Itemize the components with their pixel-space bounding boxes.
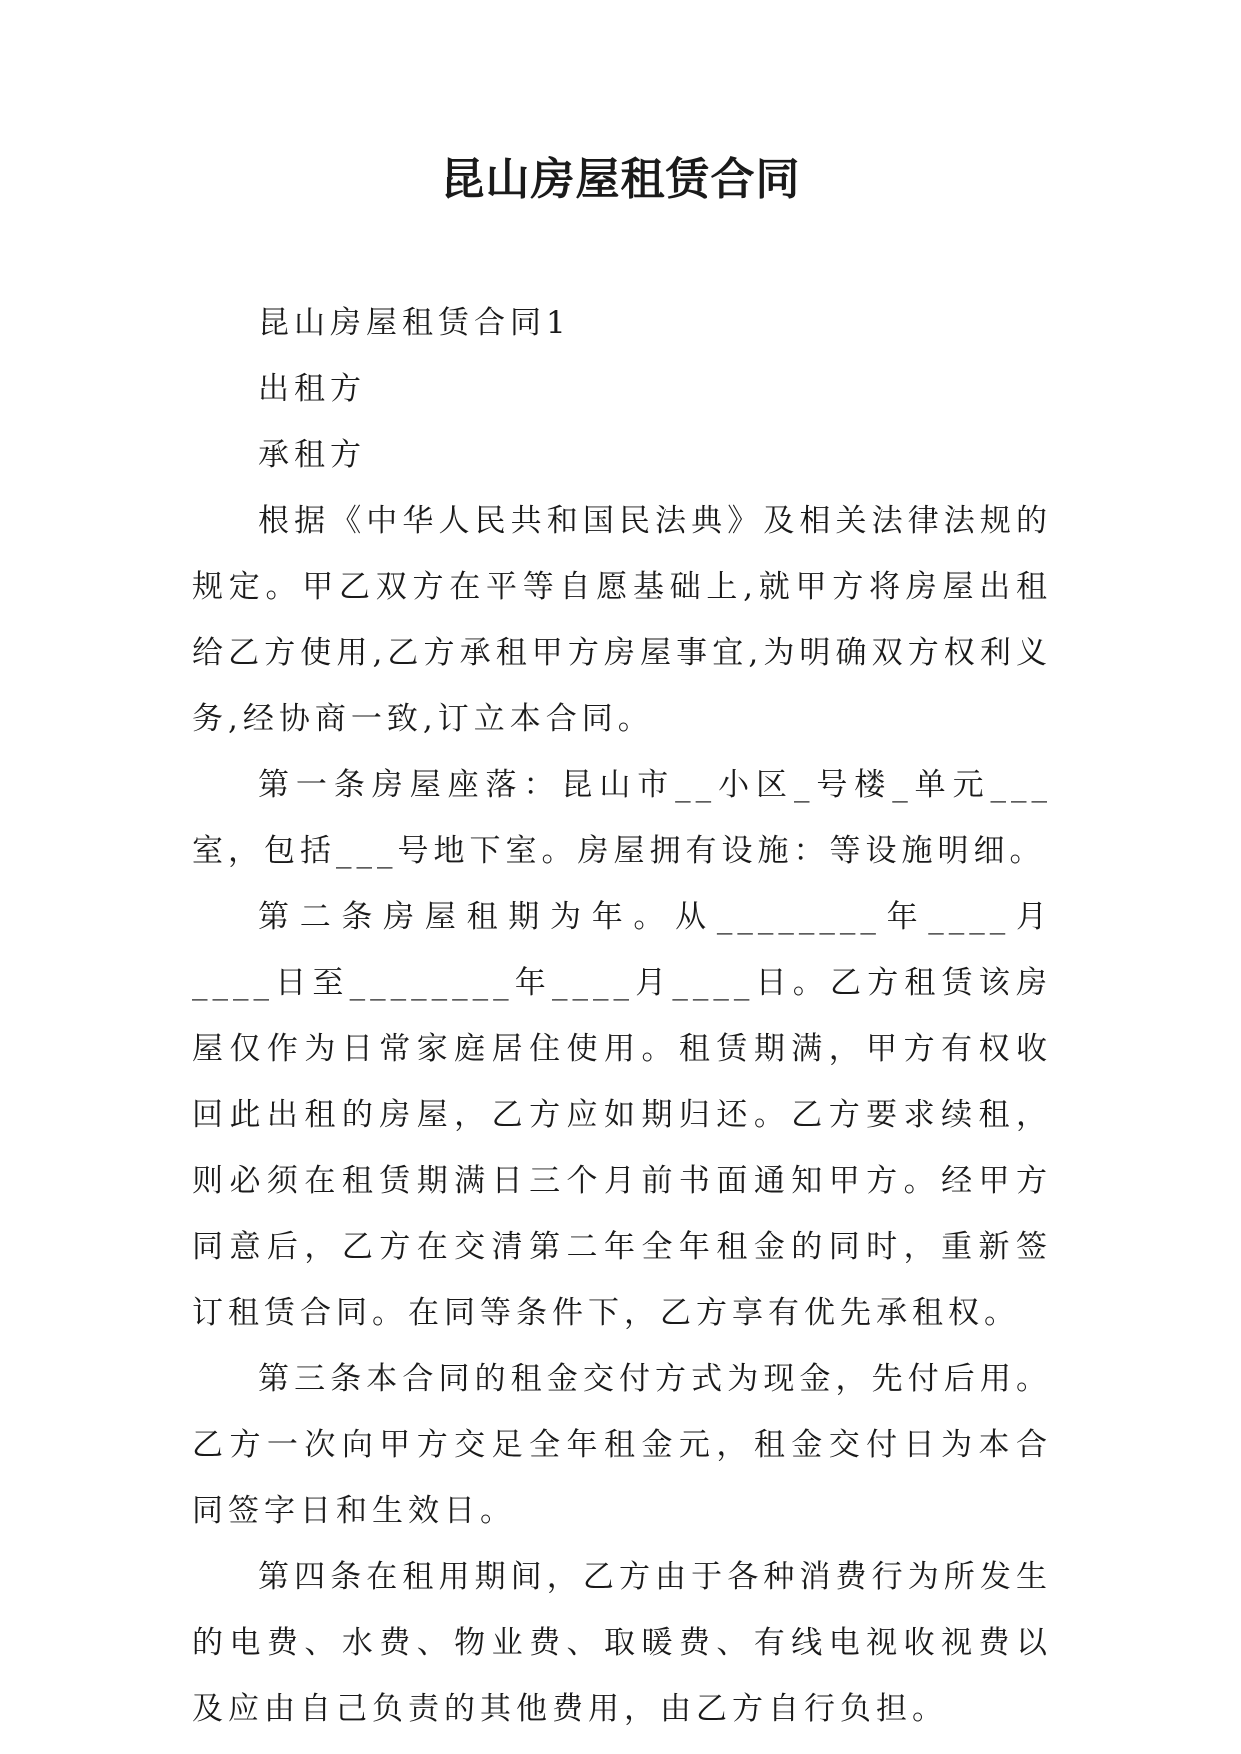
paragraph-preamble: 根据《中华人民共和国民法典》及相关法律法规的规定。甲乙双方在平等自愿基础上,就甲方将房屋出租给乙方使用,乙方承租甲方房屋事宜,为明确双方权利义务,经协商一致,订立本合同。 bbox=[192, 503, 1052, 737]
paragraph-article-1: 第一条房屋座落：昆山市__小区_号楼_单元___室，包括___号地下室。房屋拥有设施：等设施明细。 bbox=[192, 767, 1052, 869]
paragraph-article-4: 第四条在租用期间，乙方由于各种消费行为所发生的电费、水费、物业费、取暖费、有线电视收视费以及应由自己负责的其他费用，由乙方自行负担。 bbox=[192, 1559, 1052, 1727]
paragraph-lessor: 出租方 bbox=[258, 371, 366, 407]
paragraph-lessee: 承租方 bbox=[258, 437, 366, 473]
paragraph-article-2: 第二条房屋租期为年。从________年____月____日至________年____月____日。乙方租赁该房屋仅作为日常家庭居住使用。租赁期满，甲方有权收回此出租的房屋，乙方应如期归还。乙方要求续租，则必须在租赁期满日三个月前书面通知甲方。经甲方同意后，乙方在交清第二年全年租金的同时，重新签订租赁合同。在同等条件下，乙方享有优先承租权。 bbox=[192, 899, 1052, 1331]
document-body bbox=[192, 290, 1052, 1742]
document-title: 昆山房屋租赁合同 bbox=[440, 154, 801, 205]
paragraph-article-3: 第三条本合同的租金交付方式为现金，先付后用。乙方一次向甲方交足全年租金元，租金交付日为本合同签字日和生效日。 bbox=[192, 1361, 1052, 1529]
paragraph-heading: 昆山房屋租赁合同1 bbox=[258, 305, 571, 341]
